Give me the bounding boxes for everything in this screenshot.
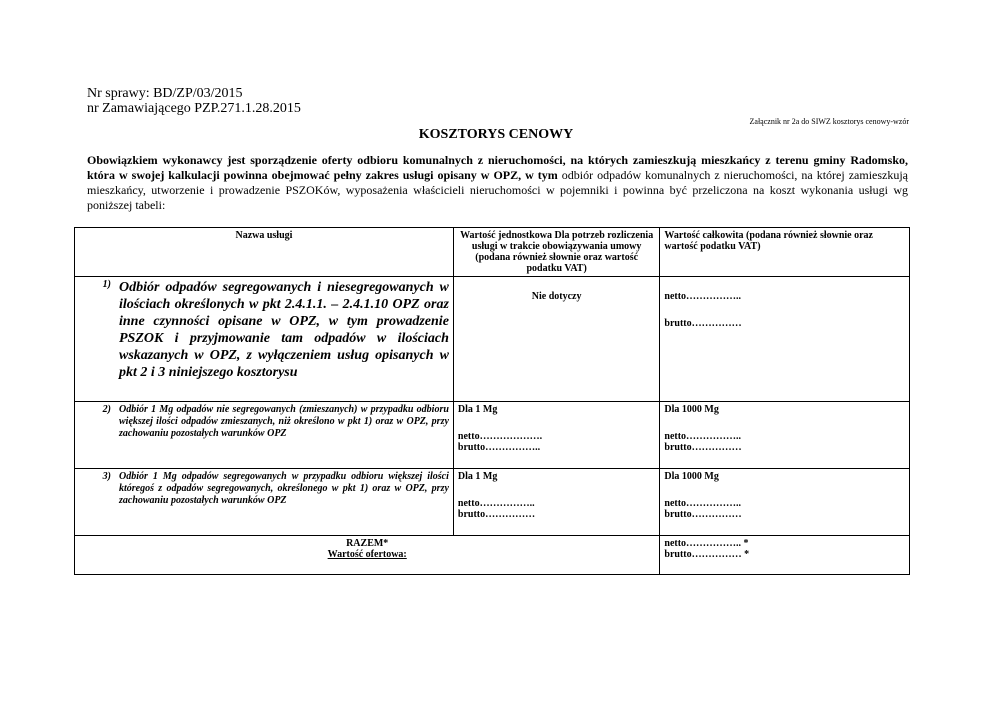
total-value-cell	[660, 469, 910, 536]
row-number: 2)	[102, 404, 111, 415]
row-number: 1)	[102, 279, 111, 290]
unit-netto: netto……………….	[457, 431, 543, 442]
table-row	[75, 402, 910, 469]
total-brutto: brutto……………	[664, 442, 742, 453]
total-label: Dla 1000 Mg	[664, 404, 719, 415]
client-number: nr Zamawiającego PZP.271.1.28.2015	[87, 101, 301, 116]
sum-netto: netto…………….. *	[664, 538, 749, 549]
total-netto: netto……………..	[664, 291, 742, 302]
sum-value-cell	[660, 536, 910, 575]
unit-value-cell	[453, 402, 659, 469]
sum-label: RAZEM*	[346, 538, 389, 549]
page-title: KOSZTORYS CENOWY	[418, 127, 574, 142]
total-brutto: brutto……………	[664, 318, 742, 329]
unit-netto: netto……………..	[457, 498, 535, 509]
unit-brutto: brutto……………..	[457, 442, 541, 453]
total-value-cell	[660, 402, 910, 469]
service-cell	[75, 469, 454, 536]
annex-label: Załącznik nr 2a do SIWZ kosztorys cenowy-wzór	[749, 117, 909, 126]
unit-label: Dla 1 Mg	[457, 404, 498, 415]
sum-sublabel: Wartość ofertowa:	[327, 549, 407, 560]
row-number: 3)	[102, 471, 111, 482]
total-brutto: brutto……………	[664, 509, 742, 520]
table-row	[75, 469, 910, 536]
table-row	[75, 277, 910, 402]
service-cell	[75, 402, 454, 469]
unit-label: Dla 1 Mg	[457, 471, 498, 482]
sum-label-cell	[75, 536, 660, 575]
table-header-row	[75, 228, 910, 277]
header-unit-value: Wartość jednostkowa Dla potrzeb rozliczenia usługi w trakcie obowiązywania umowy (podana również słownie oraz wartość podatku VAT)	[453, 228, 659, 277]
total-value-cell	[660, 277, 910, 402]
service-description: Odbiór 1 Mg odpadów nie segregowanych (zmieszanych) w przypadku odbioru większej ilości odpadów zmieszanych, niż określono w pkt 1) oraz w OPZ, przy zachowaniu pozostałych warunków OPZ	[119, 404, 449, 439]
header-total-value: Wartość całkowita (podana również słownie oraz wartość podatku VAT)	[660, 228, 910, 277]
service-cell	[75, 277, 454, 402]
total-label: Dla 1000 Mg	[664, 471, 719, 482]
total-netto: netto……………..	[664, 431, 742, 442]
cost-table	[74, 227, 910, 575]
unit-value-cell: Nie dotyczy	[453, 277, 659, 402]
intro-paragraph	[87, 153, 908, 213]
service-description: Odbiór 1 Mg odpadów segregowanych w przypadku odbioru większej ilości któregoś z odpadów segregowanych, określonego w pkt 1) oraz w OPZ, przy zachowaniu pozostałych warunków OPZ	[119, 471, 449, 506]
service-description: Odbiór odpadów segregowanych i niesegregowanych w ilościach określonych w pkt 2.4.1.1. – 2.4.1.10 OPZ oraz inne czynności opisane w OPZ, w tym prowadzenie PSZOK i przyjmowanie tam odpadów w ilościach wskazanych w OPZ, z wyłączeniem usług opisanych w pkt 2 i 3 niniejszego kosztorysu	[119, 280, 449, 380]
intro-bold: Obowiązkiem wykonawcy jest sporządzenie oferty odbioru komunalnych z nieruchomości, na których zamieszkują mieszkańcy z terenu gminy Radomsko, która w swojej kalkulacji powinna obejmować pełny zakres usługi opisany w OPZ, w tym	[87, 153, 908, 182]
sum-brutto: brutto…………… *	[664, 549, 750, 560]
case-number: Nr sprawy: BD/ZP/03/2015	[87, 86, 243, 101]
intro-normal: odbiór odpadów komunalnych z nieruchomości, na której zamieszkują mieszkańcy, utworzenie i prowadzenie PSZOKów, wyposażenia właścicieli nieruchomości w pojemniki i powinna być przeliczona na koszt wykonania usługi wg poniższej tabeli:	[87, 168, 909, 212]
total-netto: netto……………..	[664, 498, 742, 509]
sum-row	[75, 536, 910, 575]
unit-brutto: brutto……………	[457, 509, 536, 520]
unit-value-cell	[453, 469, 659, 536]
header-service: Nazwa usługi	[75, 228, 454, 277]
